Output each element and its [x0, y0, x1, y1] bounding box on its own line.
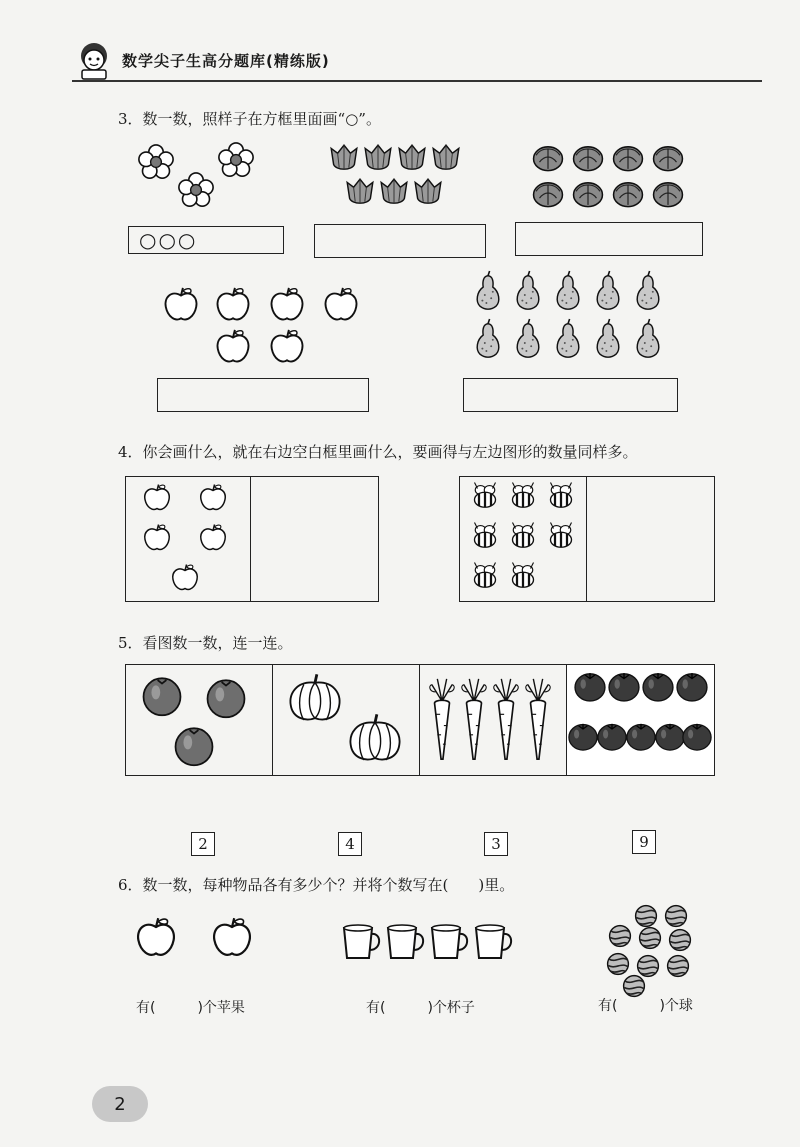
- number-box-4[interactable]: 9: [632, 830, 656, 854]
- number-box-2[interactable]: 4: [338, 832, 362, 856]
- draw-panel-apples: [125, 476, 379, 602]
- header-title: 数学尖子生高分题库(精练版): [122, 51, 330, 70]
- cabbage-group: [528, 138, 688, 213]
- answer-box-pears[interactable]: [463, 378, 678, 412]
- question-5-text: 5．看图数一数，连一连。: [118, 634, 293, 652]
- question-6-text: 6．数一数，每种物品各有多少个？并将个数写在( )里。: [118, 876, 515, 894]
- pumpkin-group: [273, 665, 419, 775]
- flower-icon: [179, 173, 213, 206]
- page-number: 2: [92, 1086, 148, 1122]
- ball-group: [604, 904, 696, 996]
- answer-cups[interactable]: 有( )个杯子: [366, 1000, 475, 1016]
- answer-box-apples[interactable]: [157, 378, 369, 412]
- question-3-text: 3．数一数，照样子在方框里面画“○”。: [118, 110, 381, 128]
- cup-group: [340, 922, 520, 966]
- bee-drawing-area[interactable]: [587, 477, 714, 601]
- apple-group: [132, 914, 262, 964]
- draw-panel-bees: [459, 476, 715, 602]
- answer-box-tulips[interactable]: [314, 224, 486, 258]
- question-4-text: 4．你会画什么，就在右边空白框里画什么，要画得与左边图形的数量同样多。: [118, 443, 638, 461]
- example-answer: ○○○: [139, 228, 198, 252]
- mascot-icon: [72, 40, 116, 80]
- panel-carrots: [420, 665, 567, 775]
- answer-balls[interactable]: 有( )个球: [598, 998, 693, 1014]
- number-box-3[interactable]: 3: [484, 832, 508, 856]
- apple-group: [158, 282, 378, 372]
- bee-group: [460, 477, 586, 601]
- panel-oranges: [126, 665, 273, 775]
- flower-group: [130, 140, 270, 215]
- panel-pumpkins: [273, 665, 420, 775]
- apple-drawing-area[interactable]: [251, 477, 378, 601]
- flower-icon: [139, 145, 173, 178]
- panel-tomatoes: [567, 665, 714, 775]
- answer-apples[interactable]: 有( )个苹果: [136, 1000, 245, 1016]
- pear-group: [470, 268, 670, 368]
- number-box-1[interactable]: 2: [191, 832, 215, 856]
- bee-example-cell: [460, 477, 587, 601]
- flower-icon: [219, 143, 253, 176]
- header-divider: [72, 80, 762, 82]
- tomato-group: [567, 665, 713, 775]
- answer-box-flowers[interactable]: [128, 226, 284, 254]
- page-header: [72, 40, 330, 80]
- apple-group: [126, 477, 250, 601]
- counting-panels: [125, 664, 715, 776]
- answer-box-cabbages[interactable]: [515, 222, 703, 256]
- carrot-group: [420, 665, 566, 775]
- orange-group: [126, 665, 272, 775]
- tulip-group: [326, 140, 466, 215]
- apple-example-cell: [126, 477, 251, 601]
